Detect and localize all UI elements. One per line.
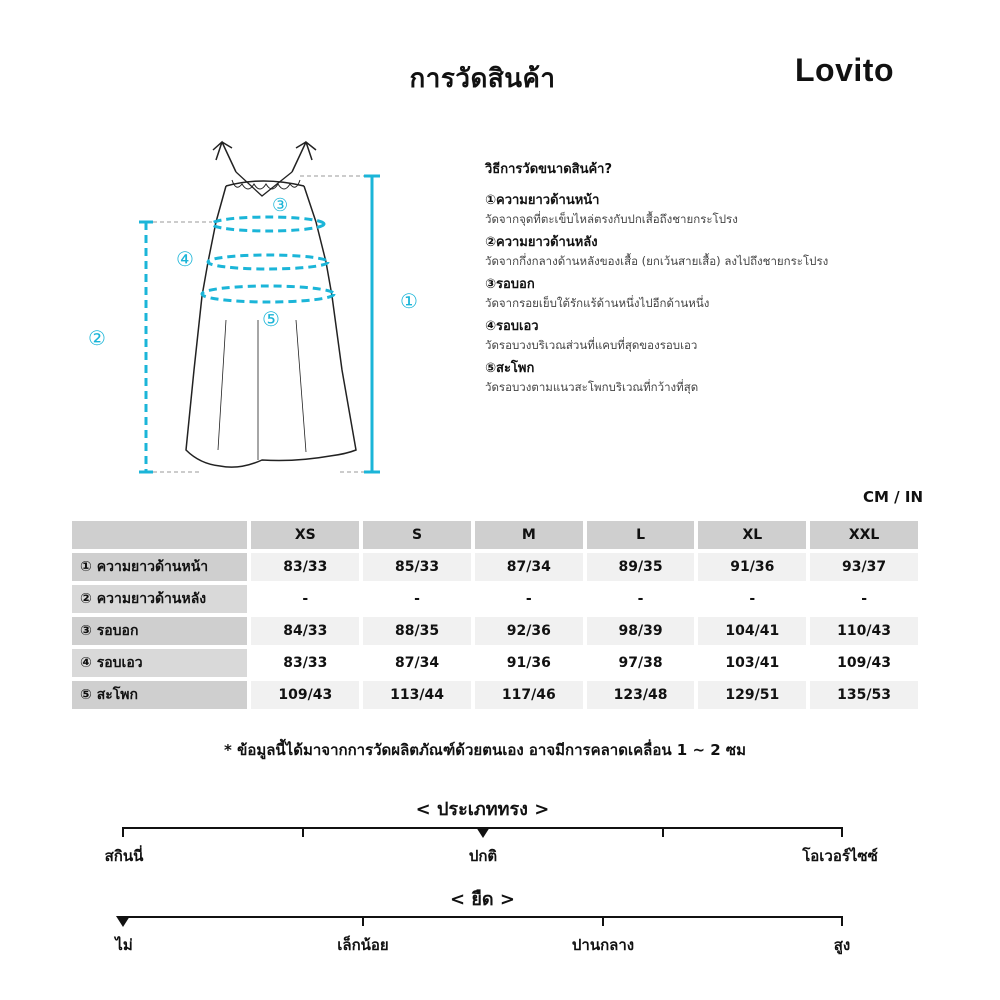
size-header: XL (698, 521, 806, 549)
stretch-selected-marker-icon (116, 916, 130, 927)
size-header: XXL (810, 521, 918, 549)
table-cell: 91/36 (698, 553, 806, 581)
size-table (68, 517, 922, 713)
row-label: ② ความยาวด้านหลัง (72, 585, 247, 613)
table-cell: 93/37 (810, 553, 918, 581)
table-row (72, 553, 918, 581)
marker-hip: ⑤ (262, 307, 280, 331)
table-cell: 135/53 (810, 681, 918, 709)
table-cell: 85/33 (363, 553, 471, 581)
row-label: ④ รอบเอว (72, 649, 247, 677)
table-cell: 98/39 (587, 617, 695, 645)
row-label: ① ความยาวด้านหน้า (72, 553, 247, 581)
table-cell: 104/41 (698, 617, 806, 645)
table-cell: - (810, 585, 918, 613)
table-cell: 83/33 (251, 553, 359, 581)
stretch-tick (841, 916, 843, 926)
table-cell: 92/36 (475, 617, 583, 645)
fit-selected-marker-icon (476, 827, 490, 838)
table-cell: - (251, 585, 359, 613)
stretch-scale-title: < ยืด > (450, 889, 515, 910)
guide-item-front-length: ①ความยาวด้านหน้า วัดจากจุดที่ตะเข็บไหล่ตรงกับปกเสื้อถึงชายกระโปรง (485, 193, 738, 226)
stretch-scale-line (122, 916, 843, 918)
table-corner (72, 521, 247, 549)
table-cell: 129/51 (698, 681, 806, 709)
table-cell: 88/35 (363, 617, 471, 645)
table-cell: 109/43 (810, 649, 918, 677)
table-cell: 84/33 (251, 617, 359, 645)
stretch-label-high: สูง (833, 936, 851, 954)
guide-item-back-length: ②ความยาวด้านหลัง วัดจากกึ่งกลางด้านหลังของเสื้อ (ยกเว้นสายเสื้อ) ลงไปถึงชายกระโปรง (485, 235, 829, 268)
guide-item-hip: ⑤สะโพก วัดรอบวงตามแนวสะโพกบริเวณที่กว้างที่สุด (485, 361, 699, 394)
size-header: S (363, 521, 471, 549)
table-cell: 110/43 (810, 617, 918, 645)
table-row (72, 649, 918, 677)
marker-back-length: ② (88, 326, 106, 350)
guide-title: วิธีการวัดขนาดสินค้า? (485, 162, 613, 177)
fit-label-skinny: สกินนี่ (104, 847, 144, 865)
marker-bust: ③ (272, 195, 289, 216)
fit-label-regular: ปกติ (468, 847, 498, 865)
stretch-label-none: ไม่ (115, 936, 133, 954)
stretch-tick (602, 916, 604, 926)
marker-front-length: ① (400, 289, 418, 313)
table-cell: - (698, 585, 806, 613)
table-row (72, 681, 918, 709)
table-cell: 123/48 (587, 681, 695, 709)
measurement-guide (485, 158, 925, 401)
table-cell: 91/36 (475, 649, 583, 677)
size-header: L (587, 521, 695, 549)
fit-scale-title: < ประเภททรง > (415, 799, 550, 820)
table-row (72, 585, 918, 613)
stretch-tick (362, 916, 364, 926)
fit-label-oversize: โอเวอร์ไซซ์ (802, 847, 878, 865)
fit-tick (122, 827, 124, 837)
table-cell: 83/33 (251, 649, 359, 677)
fit-tick (662, 827, 664, 837)
table-cell: 113/44 (363, 681, 471, 709)
page-title: การวัดสินค้า (409, 64, 556, 94)
guide-item-bust: ③รอบอก วัดจากรอยเย็บใต้รักแร้ด้านหนึ่งไปอีกด้านหนึ่ง (485, 277, 710, 310)
fit-tick (841, 827, 843, 837)
row-label: ⑤ สะโพก (72, 681, 247, 709)
table-cell: 87/34 (363, 649, 471, 677)
unit-label: CM / IN (863, 488, 923, 506)
table-cell: 87/34 (475, 553, 583, 581)
table-cell: 117/46 (475, 681, 583, 709)
table-cell: - (475, 585, 583, 613)
stretch-label-medium: ปานกลาง (571, 936, 635, 954)
table-header-row (72, 521, 918, 549)
size-header: M (475, 521, 583, 549)
guide-item-waist: ④รอบเอว วัดรอบวงบริเวณส่วนที่แคบที่สุดของรอบเอว (485, 319, 698, 352)
table-cell: 103/41 (698, 649, 806, 677)
measurement-note: * ข้อมูลนี้ได้มาจากการวัดผลิตภัณฑ์ด้วยตนเอง อาจมีการคลาดเคลื่อน 1 ~ 2 ซม (224, 741, 746, 759)
dress-illustration (80, 130, 440, 490)
table-row (72, 617, 918, 645)
table-cell: 89/35 (587, 553, 695, 581)
table-cell: 97/38 (587, 649, 695, 677)
row-label: ③ รอบอก (72, 617, 247, 645)
table-cell: - (363, 585, 471, 613)
table-cell: - (587, 585, 695, 613)
marker-waist: ④ (176, 247, 194, 271)
stretch-label-slight: เล็กน้อย (337, 936, 389, 954)
fit-tick (302, 827, 304, 837)
size-header: XS (251, 521, 359, 549)
table-cell: 109/43 (251, 681, 359, 709)
brand-logo: Lovito (795, 52, 894, 88)
